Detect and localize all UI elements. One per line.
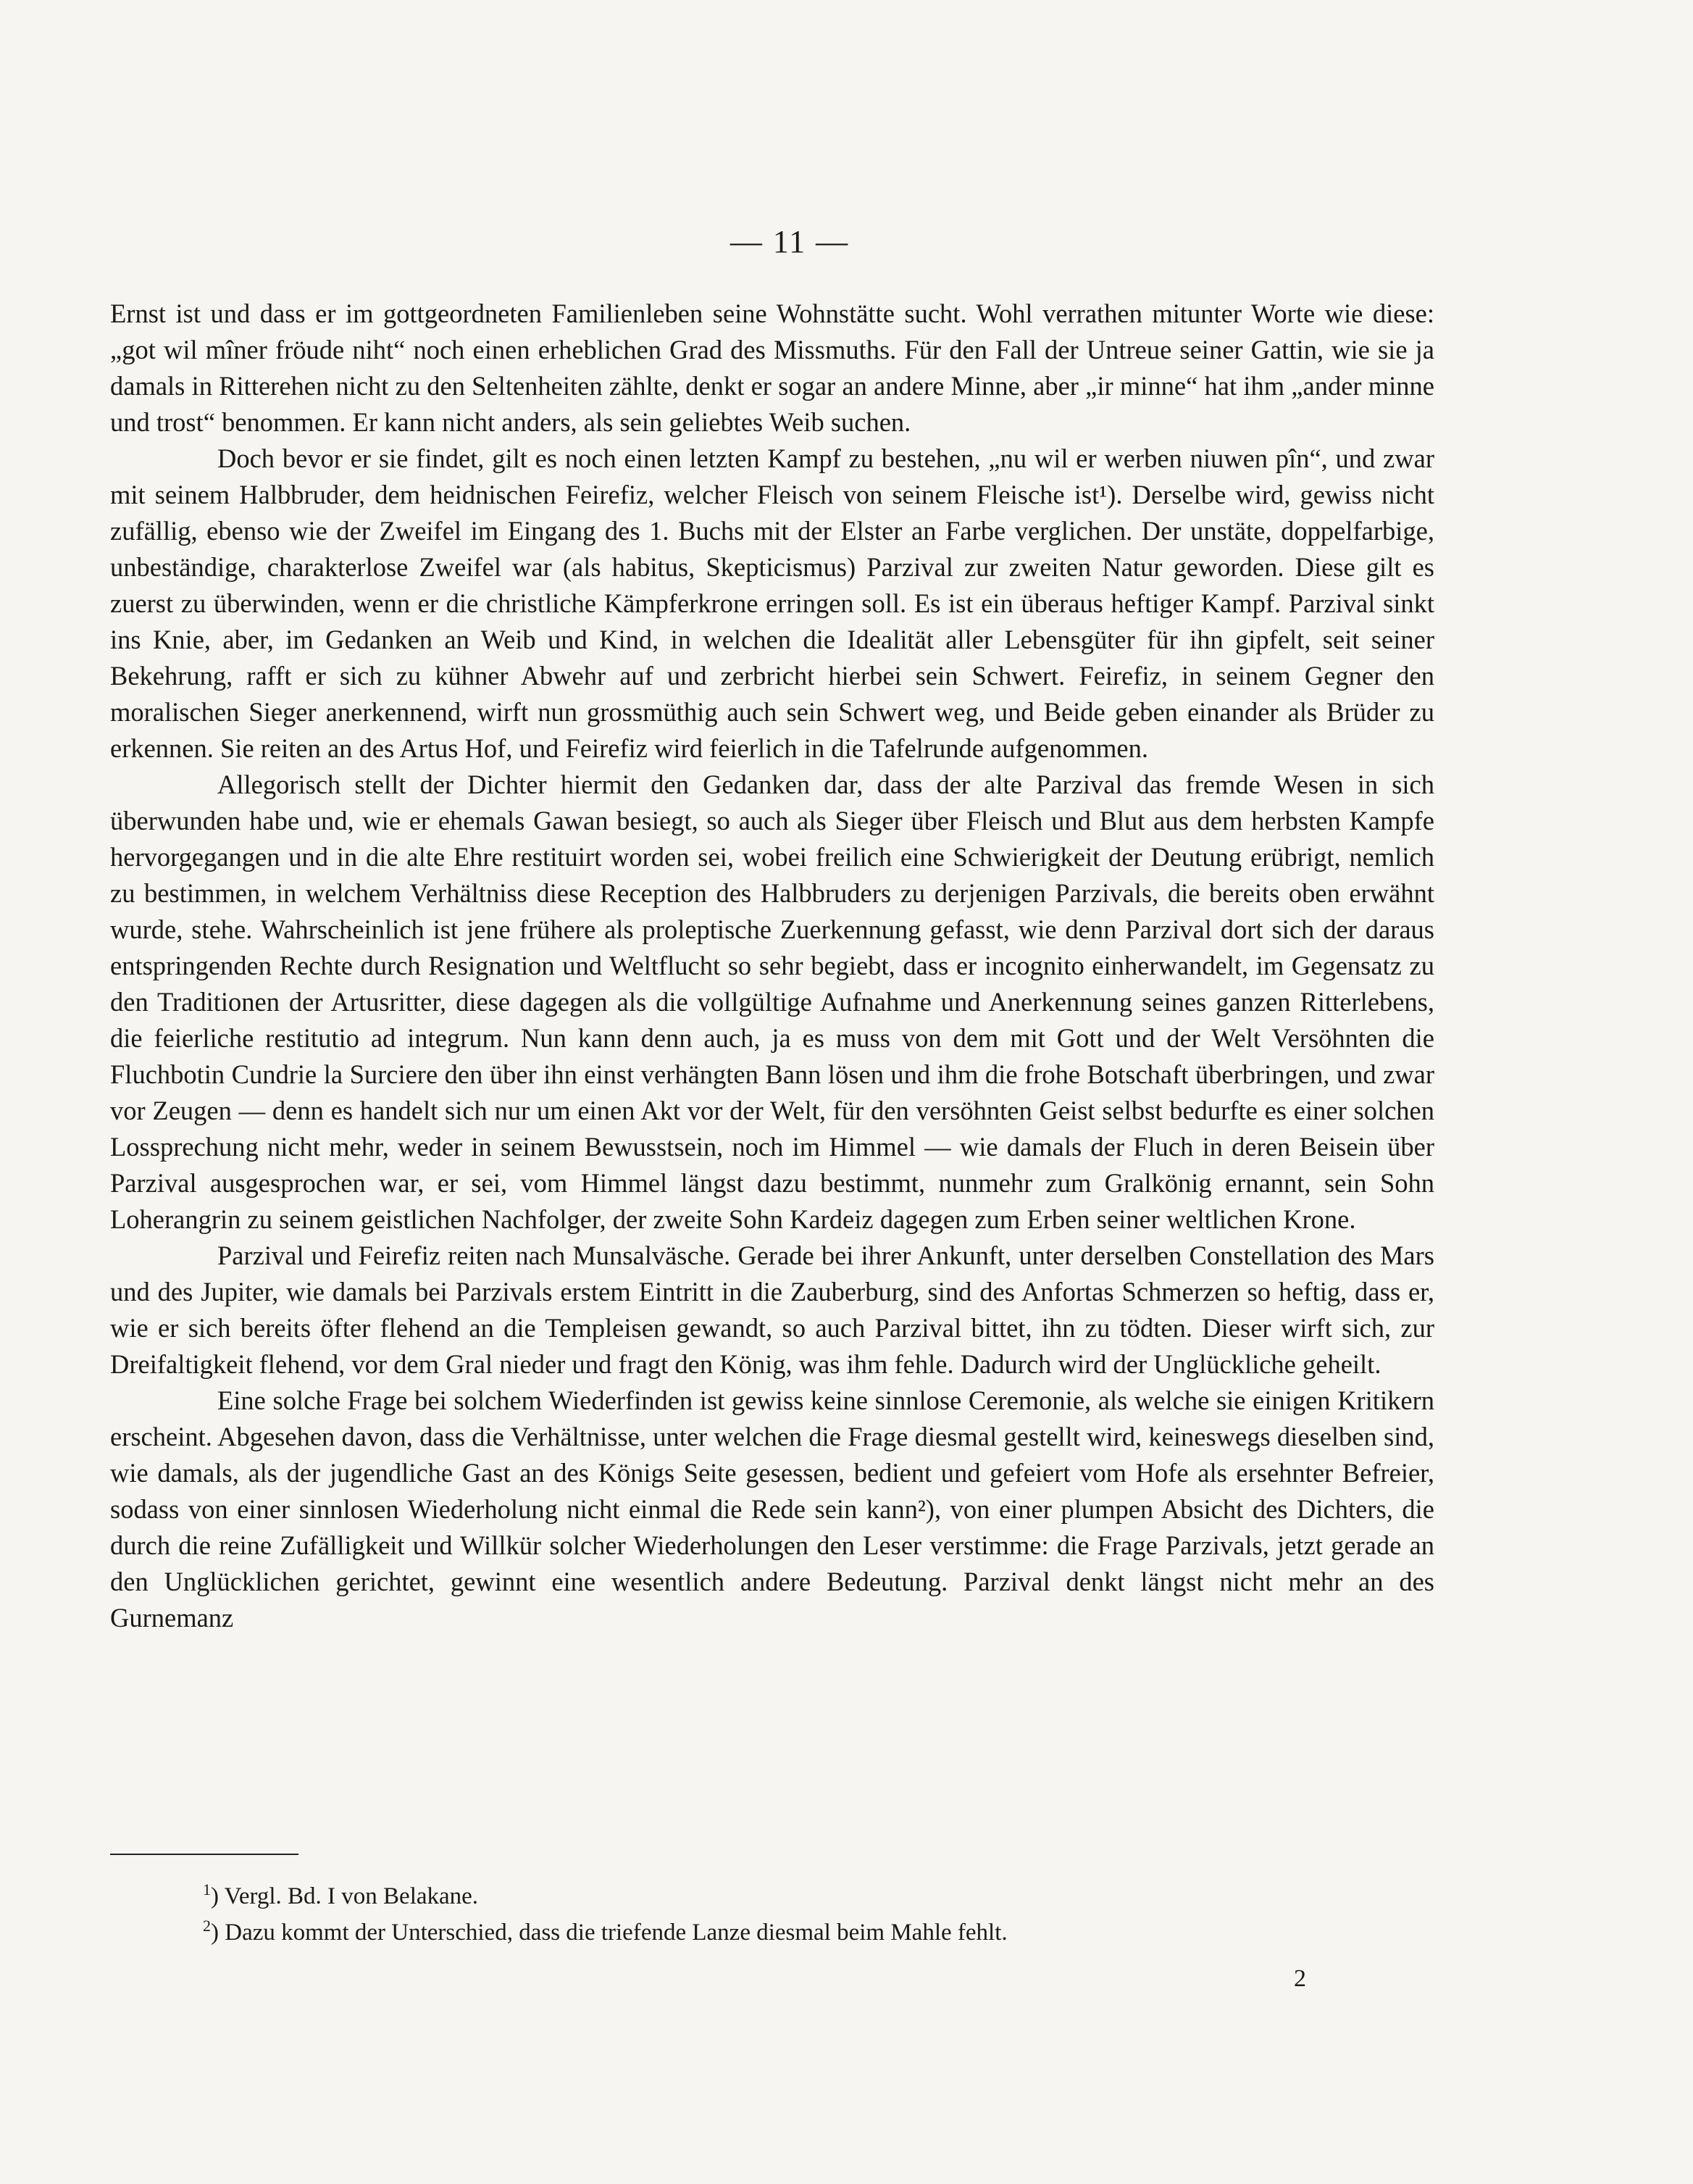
paragraph: Allegorisch stellt der Dichter hiermit den Gedanken dar, dass der alte Parzival das fremde Wesen in sich überwunden habe und, wie er ehemals Gawan besiegt, so auch als Sieger über Fleisch und Blut aus dem herbsten Kampfe hervorgegangen und in die alte Ehre restituirt worden sei, wobei freilich eine Schwierigkeit der Deutung erübrigt, nemlich zu bestimmen, in welchem Verhältniss diese Reception des Halbbruders zu derjenigen Parzivals, die bereits oben erwähnt wurde, stehe. Wahrscheinlich ist jene frühere als proleptische Zuerkennung gefasst, wie denn Parzival dort sich der daraus entspringenden Rechte durch Resignation und Weltflucht so sehr begiebt, dass er incognito einherwandelt, im Gegensatz zu den Traditionen der Artusritter, diese dagegen als die vollgültige Aufnahme und Anerkennung seines ganzen Ritterlebens, die feierliche restitutio ad integrum. Nun kann denn auch, ja es muss von dem mit Gott und der Welt Versöhnten die Fluchbotin Cundrie la Surciere den über ihn einst verhängten Bann lösen und ihm die frohe Botschaft überbringen, und zwar vor Zeugen — denn es handelt sich nur um einen Akt vor der Welt, für den versöhnten Geist selbst bedurfte es einer solchen Lossprechung nicht mehr, weder in seinem Bewusstsein, noch im Himmel — wie damals der Fluch in deren Beisein über Parzival ausgesprochen war, er sei, vom Himmel längst dazu bestimmt, nunmehr zum Gralkönig ernannt, sein Sohn Loherangrin zu seinem geistlichen Nachfolger, der zweite Sohn Kardeiz dagegen zum Erben seiner weltlichen Krone.: [110, 770, 1434, 1234]
footnote-paren: ): [211, 1883, 225, 1909]
footnote-divider: [110, 1854, 298, 1855]
body-text: [110, 296, 1434, 1636]
footnote-paren: ): [211, 1920, 225, 1946]
paragraph: Parzival und Feirefiz reiten nach Munsalväsche. Gerade bei ihrer Ankunft, unter derselben Constellation des Mars und des Jupiter, wie damals bei Parzivals erstem Eintritt in die Zauberburg, sind des Anfortas Schmerzen so heftig, dass er, wie er sich bereits öfter flehend an die Templeisen gewandt, so auch Parzival bittet, ihn zu tödten. Dieser wirft sich, zur Dreifaltigkeit flehend, vor dem Gral nieder und fragt den König, was ihm fehle. Dadurch wird der Unglückliche geheilt.: [110, 1241, 1434, 1379]
footnote: [110, 1914, 1434, 1951]
footnote-text: Dazu kommt der Unterschied, dass die triefende Lanze diesmal beim Mahle fehlt.: [225, 1920, 1008, 1946]
footnote: [110, 1878, 1434, 1914]
paragraph: Ernst ist und dass er im gottgeordneten Familienleben seine Wohnstätte sucht. Wohl verrathen mitunter Worte wie diese: „got wil mîner fröude niht“ noch einen erheblichen Grad des Missmuths. Für den Fall der Untreue seiner Gattin, wie sie ja damals in Ritterehen nicht zu den Seltenheiten zählte, denkt er sogar an andere Minne, aber „ir minne“ hat ihm „ander minne und trost“ benommen. Er kann nicht anders, als sein geliebtes Weib suchen.: [110, 299, 1434, 437]
footnote-text: Vergl. Bd. I von Belakane.: [224, 1883, 479, 1909]
paragraph: Eine solche Frage bei solchem Wiederfinden ist gewiss keine sinnlose Ceremonie, als welche sie einigen Kritikern erscheint. Abgesehen davon, dass die Verhältnisse, unter welchen die Frage diesmal gestellt wird, keineswegs dieselben sind, wie damals, als der jugendliche Gast an des Königs Seite gesessen, bedient und gefeiert vom Hofe als ersehnter Befreier, sodass von einer sinnlosen Wiederholung nicht einmal die Rede sein kann²), von einer plumpen Absicht des Dichters, die durch die reine Zufälligkeit und Willkür solcher Wiederholungen den Leser verstimme: die Frage Parzivals, jetzt gerade an den Unglücklichen gerichtet, gewinnt eine wesentlich andere Bedeutung. Parzival denkt längst nicht mehr an des Gurnemanz: [110, 1385, 1434, 1633]
paragraph: Doch bevor er sie findet, gilt es noch einen letzten Kampf zu bestehen, „nu wil er werben niuwen pîn“, und zwar mit seinem Halbbruder, dem heidnischen Feirefiz, welcher Fleisch von seinem Fleische ist¹). Derselbe wird, gewiss nicht zufällig, ebenso wie der Zweifel im Eingang des 1. Buchs mit der Elster an Farbe verglichen. Der unstäte, doppelfarbige, unbeständige, charakterlose Zweifel war (als habitus, Skepticismus) Parzival zur zweiten Natur geworden. Diese gilt es zuerst zu überwinden, wenn er die christliche Kämpferkrone erringen soll. Es ist ein überaus heftiger Kampf. Parzival sinkt ins Knie, aber, im Gedanken an Weib und Kind, in welchen die Idealität aller Lebensgüter für ihn gipfelt, seit seiner Bekehrung, rafft er sich zu kühner Abwehr auf und zerbricht hierbei sein Schwert. Feirefiz, in seinem Gegner den moralischen Sieger anerkennend, wirft nun grossmüthig auch sein Schwert weg, und Beide geben einander als Brüder zu erkennen. Sie reiten an des Artus Hof, und Feirefiz wird feierlich in die Tafelrunde aufgenommen.: [110, 443, 1434, 763]
signature-mark: 2: [1294, 1965, 1306, 1992]
footnotes: [110, 1878, 1434, 1951]
footnote-mark: 2: [203, 1917, 211, 1935]
footnote-mark: 1: [203, 1880, 211, 1899]
page-number: — 11 —: [730, 224, 850, 259]
